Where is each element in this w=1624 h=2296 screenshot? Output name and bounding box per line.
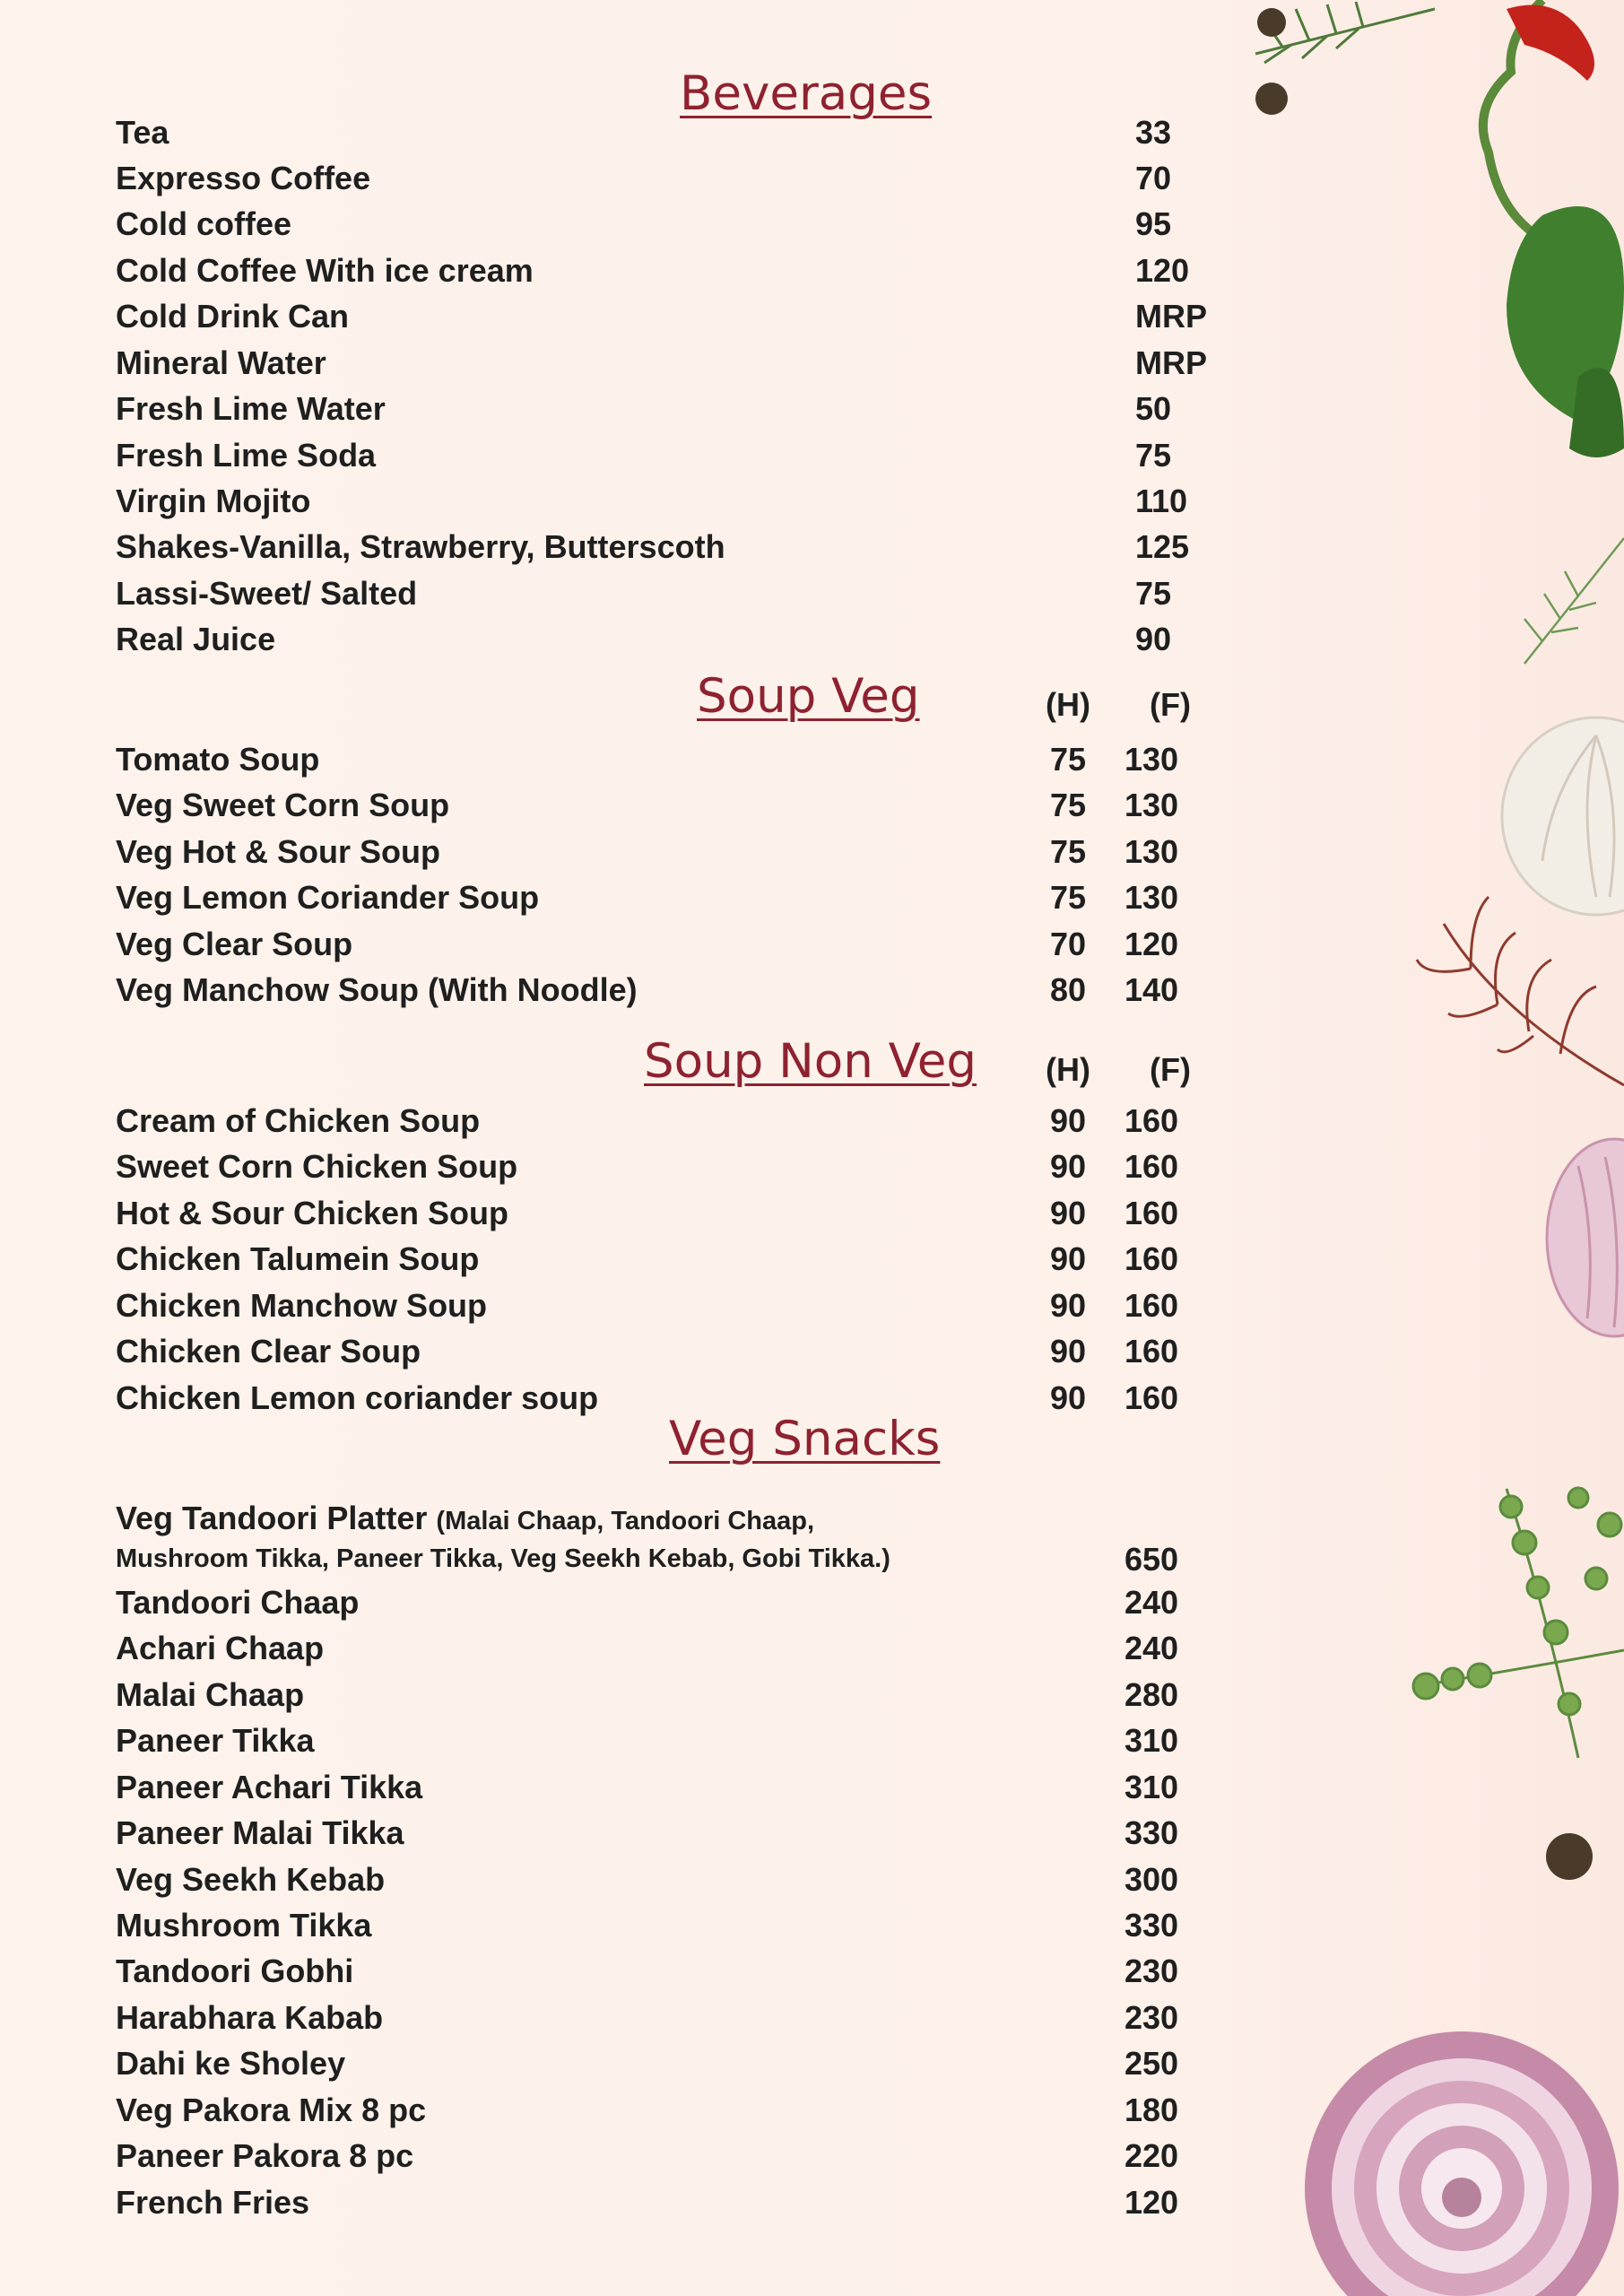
item-price: 280	[1124, 1676, 1179, 1713]
item-price: 70	[1135, 160, 1172, 196]
item-price-half: 90	[1049, 1287, 1087, 1324]
list-item	[116, 155, 1281, 201]
item-price-half: 75	[1049, 741, 1087, 778]
item-price: 250	[1124, 2045, 1179, 2082]
list-item	[116, 829, 1281, 874]
item-name: Veg Sweet Corn Soup	[116, 787, 450, 823]
item-price-full: 160	[1124, 1148, 1179, 1185]
list-item	[116, 1810, 1281, 1856]
item-price-full: 130	[1124, 741, 1179, 778]
half-column-header: (H)	[1046, 686, 1090, 723]
list-item	[116, 201, 1281, 247]
item-price: 75	[1135, 437, 1172, 474]
list-item	[116, 1948, 1281, 1994]
item-price-full: 160	[1124, 1102, 1179, 1139]
full-column-header: (F)	[1150, 686, 1191, 723]
item-name: Chicken Clear Soup	[116, 1333, 421, 1370]
list-item	[116, 1144, 1281, 1189]
item-price-full: 160	[1124, 1379, 1179, 1416]
item-name: Expresso Coffee	[116, 160, 371, 196]
list-item	[116, 2133, 1281, 2179]
leaf-outline-icon	[1417, 897, 1624, 1085]
item-price-full: 130	[1124, 833, 1179, 870]
item-price-half: 90	[1049, 1195, 1087, 1231]
item-name: Tomato Soup	[116, 741, 320, 778]
list-item	[116, 1579, 1281, 1625]
item-name: Fresh Lime Soda	[116, 437, 377, 474]
section-title-soup-non-veg: Soup Non Veg	[644, 1034, 977, 1089]
list-item	[116, 921, 1281, 967]
item-price: 330	[1124, 1907, 1179, 1944]
list-item	[116, 1857, 1281, 1902]
item-price: 110	[1135, 483, 1188, 519]
item-price-half: 90	[1049, 1148, 1087, 1185]
item-name: Harabhara Kabab	[116, 1999, 384, 2036]
list-item	[116, 2179, 1281, 2225]
list-item	[116, 1328, 1281, 1374]
full-column-header: (F)	[1150, 1051, 1191, 1088]
item-name: Cream of Chicken Soup	[116, 1102, 481, 1139]
list-item	[116, 616, 1281, 662]
item-price-half: 75	[1049, 833, 1087, 870]
list-item	[116, 1764, 1281, 1810]
item-price: 650	[1124, 1541, 1179, 1578]
item-price: 95	[1135, 205, 1172, 242]
item-price: 50	[1135, 390, 1172, 427]
item-price: 90	[1135, 621, 1172, 657]
item-name: Paneer Tikka	[116, 1722, 315, 1759]
list-item	[116, 1718, 1281, 1763]
platter-description-line2: Mushroom Tikka, Paneer Tikka, Veg Seekh Kebab, Gobi Tikka.)	[116, 1544, 890, 1573]
item-name: Cold Drink Can	[116, 298, 350, 335]
list-item	[116, 432, 1281, 478]
item-price: 330	[1124, 1814, 1179, 1851]
item-price: 310	[1124, 1722, 1179, 1759]
item-price-half: 90	[1049, 1379, 1087, 1416]
item-name: Achari Chaap	[116, 1630, 325, 1666]
item-name: Virgin Mojito	[116, 483, 311, 519]
item-price-full: 130	[1124, 879, 1179, 916]
item-price: 125	[1135, 528, 1190, 565]
list-item	[116, 524, 1281, 570]
item-price: 220	[1124, 2137, 1179, 2174]
item-name: Tea	[116, 114, 169, 151]
item-price: 33	[1135, 114, 1172, 151]
item-name: Mineral Water	[116, 344, 326, 381]
item-price-full: 160	[1124, 1333, 1179, 1370]
garlic-icon	[1502, 718, 1624, 915]
item-price-half: 75	[1049, 787, 1087, 823]
item-name: Fresh Lime Water	[116, 390, 386, 427]
list-item	[116, 293, 1281, 339]
list-item	[116, 874, 1281, 920]
half-column-header: (H)	[1046, 1051, 1090, 1088]
rosemary-icon	[1255, 2, 1435, 63]
item-name: Tandoori Gobhi	[116, 1952, 354, 1989]
shallot-icon	[1547, 1139, 1624, 1336]
list-item	[116, 1283, 1281, 1328]
list-item	[116, 1236, 1281, 1282]
item-price-half: 80	[1049, 971, 1087, 1008]
item-name: Real Juice	[116, 621, 276, 657]
item-price: 120	[1135, 252, 1190, 289]
list-item	[116, 2040, 1281, 2086]
section-title-soup-veg: Soup Veg	[697, 669, 920, 724]
list-item	[116, 1995, 1281, 2040]
list-item	[116, 1190, 1281, 1236]
item-name: Mushroom Tikka	[116, 1907, 372, 1944]
item-price: MRP	[1135, 298, 1207, 335]
list-item	[116, 967, 1281, 1013]
item-price-full: 130	[1124, 787, 1179, 823]
item-price-full: 160	[1124, 1195, 1179, 1231]
item-price: 300	[1124, 1861, 1179, 1898]
item-name: Tandoori Chaap	[116, 1584, 360, 1621]
list-item	[116, 736, 1281, 782]
item-price: 240	[1124, 1630, 1179, 1666]
item-name: Veg Hot & Sour Soup	[116, 833, 441, 870]
item-name: Chicken Manchow Soup	[116, 1287, 488, 1324]
item-name: Malai Chaap	[116, 1676, 305, 1713]
section-title-veg-snacks: Veg Snacks	[669, 1412, 941, 1466]
item-price-full: 160	[1124, 1287, 1179, 1324]
onion-icon	[1305, 2031, 1619, 2296]
item-price-half: 90	[1049, 1102, 1087, 1139]
list-item	[116, 1672, 1281, 1718]
item-price-half: 75	[1049, 879, 1087, 916]
thyme-icon	[1413, 1488, 1624, 1758]
list-item	[116, 1625, 1281, 1671]
list-item	[116, 478, 1281, 524]
item-price: 240	[1124, 1584, 1179, 1621]
item-price-full: 140	[1124, 971, 1179, 1008]
platter-item	[116, 1495, 1281, 1541]
platter-name: Veg Tandoori Platter	[116, 1500, 428, 1536]
item-name: Paneer Pakora 8 pc	[116, 2137, 414, 2174]
list-item	[116, 109, 1281, 155]
list-item	[116, 1098, 1281, 1144]
list-item	[116, 570, 1281, 616]
list-item	[116, 2087, 1281, 2133]
item-price: 310	[1124, 1769, 1179, 1805]
item-price: 180	[1124, 2092, 1179, 2128]
item-name: Dahi ke Sholey	[116, 2045, 346, 2082]
item-name: Veg Lemon Coriander Soup	[116, 879, 540, 916]
item-price-half: 70	[1049, 926, 1087, 962]
item-name: Veg Seekh Kebab	[116, 1861, 386, 1898]
item-name: Veg Clear Soup	[116, 926, 353, 962]
section-title-beverages: Beverages	[680, 66, 933, 121]
item-price: MRP	[1135, 344, 1207, 381]
item-price-full: 120	[1124, 926, 1179, 962]
item-name: Hot & Sour Chicken Soup	[116, 1195, 509, 1231]
list-item	[116, 1902, 1281, 1948]
item-price: 230	[1124, 1999, 1179, 2036]
platter-price-row	[116, 1536, 1281, 1582]
item-name: French Fries	[116, 2184, 310, 2221]
item-name: Veg Manchow Soup (With Noodle)	[116, 971, 638, 1008]
list-item	[116, 340, 1281, 386]
item-price: 75	[1135, 575, 1172, 612]
item-name: Cold coffee	[116, 205, 292, 242]
item-name: Veg Pakora Mix 8 pc	[116, 2092, 427, 2128]
list-item	[116, 248, 1281, 293]
platter-description-line1: (Malai Chaap, Tandoori Chaap,	[436, 1507, 815, 1535]
item-name: Paneer Malai Tikka	[116, 1814, 404, 1851]
item-name: Cold Coffee With ice cream	[116, 252, 534, 289]
item-price-full: 160	[1124, 1240, 1179, 1277]
item-name: Lassi-Sweet/ Salted	[116, 575, 418, 612]
item-name: Chicken Lemon coriander soup	[116, 1379, 599, 1416]
list-item	[116, 782, 1281, 828]
list-item	[116, 386, 1281, 431]
item-name: Shakes-Vanilla, Strawberry, Butterscoth	[116, 528, 725, 565]
item-price-half: 90	[1049, 1333, 1087, 1370]
item-name: Chicken Talumein Soup	[116, 1240, 480, 1277]
item-name: Paneer Achari Tikka	[116, 1769, 423, 1805]
item-price-half: 90	[1049, 1240, 1087, 1277]
item-price: 120	[1124, 2184, 1179, 2221]
item-name: Sweet Corn Chicken Soup	[116, 1148, 518, 1185]
item-price: 230	[1124, 1952, 1179, 1989]
